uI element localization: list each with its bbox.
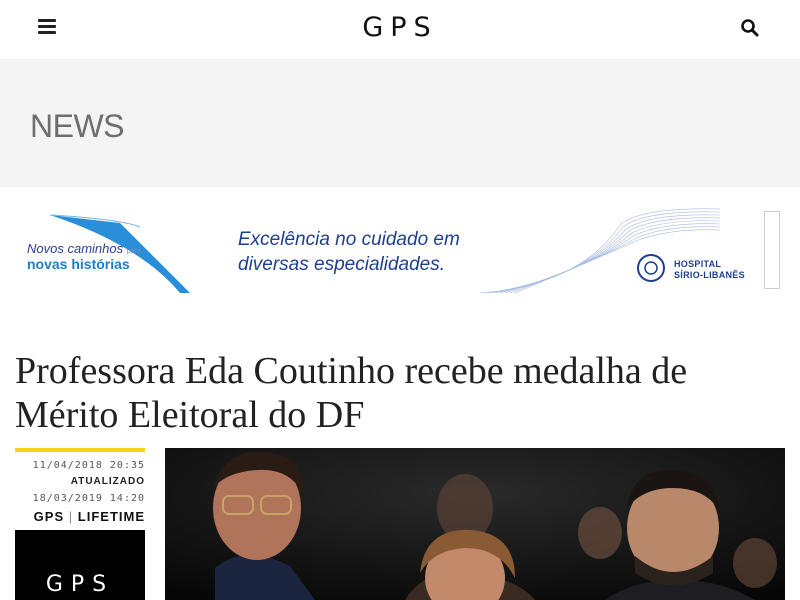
ad-legal-box [764, 211, 780, 289]
ad-left-small: para [126, 248, 141, 255]
updated-date: 18/03/2019 14:20 [32, 493, 145, 504]
article-title: Professora Eda Coutinho recebe medalha de Mérito Eleitoral do DF [15, 350, 688, 436]
side-logo-text: GPS [45, 572, 115, 597]
top-header [0, 0, 800, 60]
category-left: GPS [33, 509, 65, 524]
ad-brand-line1: HOSPITAL [674, 259, 722, 269]
category-right: LIFETIME [77, 509, 145, 524]
site-logo[interactable]: GPS [362, 12, 438, 43]
ad-main-line2: diversas especialidades. [238, 254, 446, 275]
side-logo-box[interactable] [15, 530, 145, 600]
section-title: NEWS [30, 108, 124, 144]
updated-label: ATUALIZADO [70, 476, 145, 487]
category-link[interactable] [15, 509, 145, 524]
ad-left-line2: novas histórias [27, 256, 130, 272]
ad-left-line1: Novos caminhos [27, 241, 124, 256]
search-icon[interactable] [740, 18, 760, 38]
article-photo-graphic [165, 448, 785, 600]
article-photo [165, 448, 785, 600]
ad-banner[interactable] [20, 205, 780, 297]
category-separator: | [68, 509, 74, 524]
article-meta [15, 448, 145, 524]
ad-brand-line2: SÍRIO-LIBANÊS [674, 270, 745, 280]
ad-left-text [27, 241, 141, 256]
ad-main-line1: Excelência no cuidado em [238, 229, 460, 250]
section-band [0, 61, 800, 187]
published-date: 11/04/2018 20:35 [32, 460, 145, 471]
